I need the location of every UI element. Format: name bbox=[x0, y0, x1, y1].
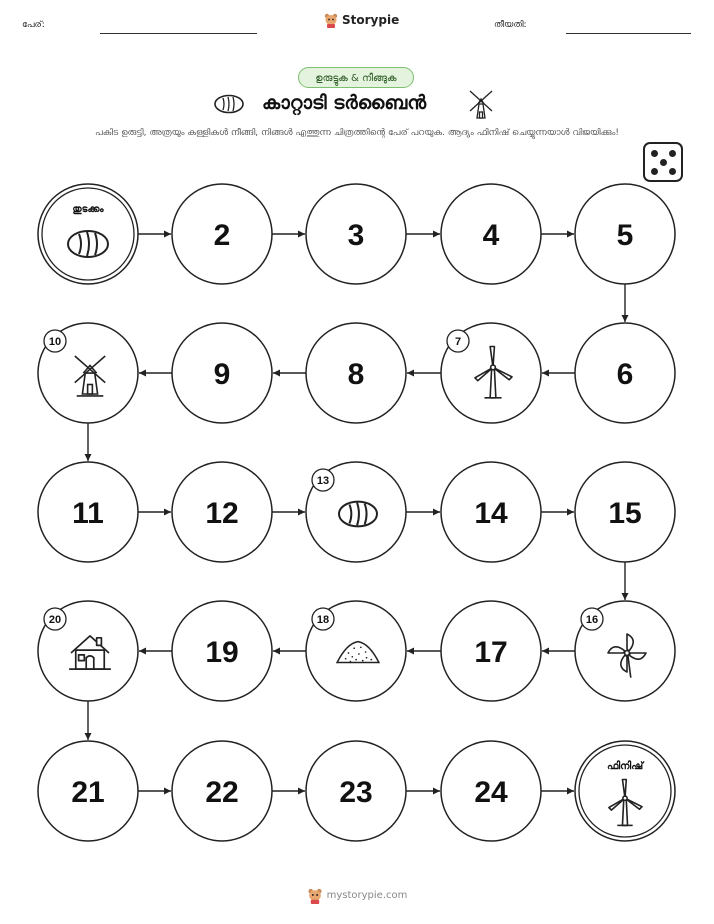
space-number: 22 bbox=[205, 776, 239, 809]
space-number: 15 bbox=[608, 497, 642, 530]
board-space-25[interactable] bbox=[575, 741, 675, 841]
space-number: 17 bbox=[474, 636, 508, 669]
space-number: 9 bbox=[213, 358, 231, 391]
space-number: 2 bbox=[213, 219, 231, 252]
space-number: 24 bbox=[474, 776, 508, 809]
board-space-6[interactable] bbox=[575, 323, 675, 423]
board-space-16[interactable] bbox=[575, 601, 675, 701]
space-number: 21 bbox=[71, 776, 105, 809]
space-number: 18 bbox=[316, 614, 330, 626]
name-label: പേര്: bbox=[22, 20, 45, 30]
bread-icon bbox=[68, 231, 108, 257]
board-space-2[interactable] bbox=[172, 184, 272, 284]
board-space-7[interactable] bbox=[441, 323, 541, 423]
board-space-17[interactable] bbox=[441, 601, 541, 701]
board-space-19[interactable] bbox=[172, 601, 272, 701]
board-space-11[interactable] bbox=[38, 462, 138, 562]
board-space-9[interactable] bbox=[172, 323, 272, 423]
finish-label: ഫിനിഷ് bbox=[606, 761, 644, 772]
worksheet-title: കാറ്റാടി ടർബൈൻ bbox=[262, 92, 427, 114]
space-number: 12 bbox=[205, 497, 239, 530]
board-space-3[interactable] bbox=[306, 184, 406, 284]
space-number: 3 bbox=[347, 219, 365, 252]
board-space-23[interactable] bbox=[306, 741, 406, 841]
board-space-13[interactable] bbox=[306, 462, 406, 562]
footer bbox=[0, 887, 714, 904]
instructions-text: പകിട ഉരുട്ടി, അത്രയും കള്ളികൾ നീങ്ങി, നിങ്ങൾ എത്തുന്ന ചിത്രത്തിന്റെ പേര് പറയുക. ആദ്യം ഫിനിഷ് ചെയ്യുന്നയാൾ വിജയിക്കും! bbox=[95, 128, 619, 138]
board-space-15[interactable] bbox=[575, 462, 675, 562]
space-number: 11 bbox=[72, 497, 104, 530]
space-number: 20 bbox=[48, 614, 62, 626]
space-number: 8 bbox=[347, 358, 365, 391]
board-space-10[interactable] bbox=[38, 323, 138, 423]
space-number: 10 bbox=[48, 336, 62, 348]
brand-name: Storypie bbox=[342, 13, 400, 27]
space-number: 14 bbox=[474, 497, 508, 530]
activity-badge: ഉരുട്ടുക & നീങ്ങുക bbox=[298, 67, 414, 88]
board-space-22[interactable] bbox=[172, 741, 272, 841]
footer-mascot-icon bbox=[307, 887, 323, 904]
board-space-14[interactable] bbox=[441, 462, 541, 562]
space-number: 5 bbox=[616, 219, 634, 252]
space-number: 19 bbox=[205, 636, 239, 669]
board-space-18[interactable] bbox=[306, 601, 406, 701]
board-space-12[interactable] bbox=[172, 462, 272, 562]
board-space-21[interactable] bbox=[38, 741, 138, 841]
space-number: 13 bbox=[316, 475, 330, 487]
board-space-4[interactable] bbox=[441, 184, 541, 284]
space-number: 4 bbox=[482, 219, 500, 252]
date-label: തീയതി: bbox=[494, 20, 527, 30]
space-number: 7 bbox=[454, 336, 462, 348]
start-label: തുടക്കം bbox=[72, 204, 104, 215]
board-space-8[interactable] bbox=[306, 323, 406, 423]
space-number: 23 bbox=[339, 776, 373, 809]
footer-url: mystorypie.com bbox=[326, 890, 408, 901]
board-space-1[interactable] bbox=[38, 184, 138, 284]
space-number: 6 bbox=[616, 358, 634, 391]
board-space-20[interactable] bbox=[38, 601, 138, 701]
board-space-5[interactable] bbox=[575, 184, 675, 284]
board-space-24[interactable] bbox=[441, 741, 541, 841]
space-number: 16 bbox=[585, 614, 599, 626]
bread-icon bbox=[339, 502, 377, 527]
